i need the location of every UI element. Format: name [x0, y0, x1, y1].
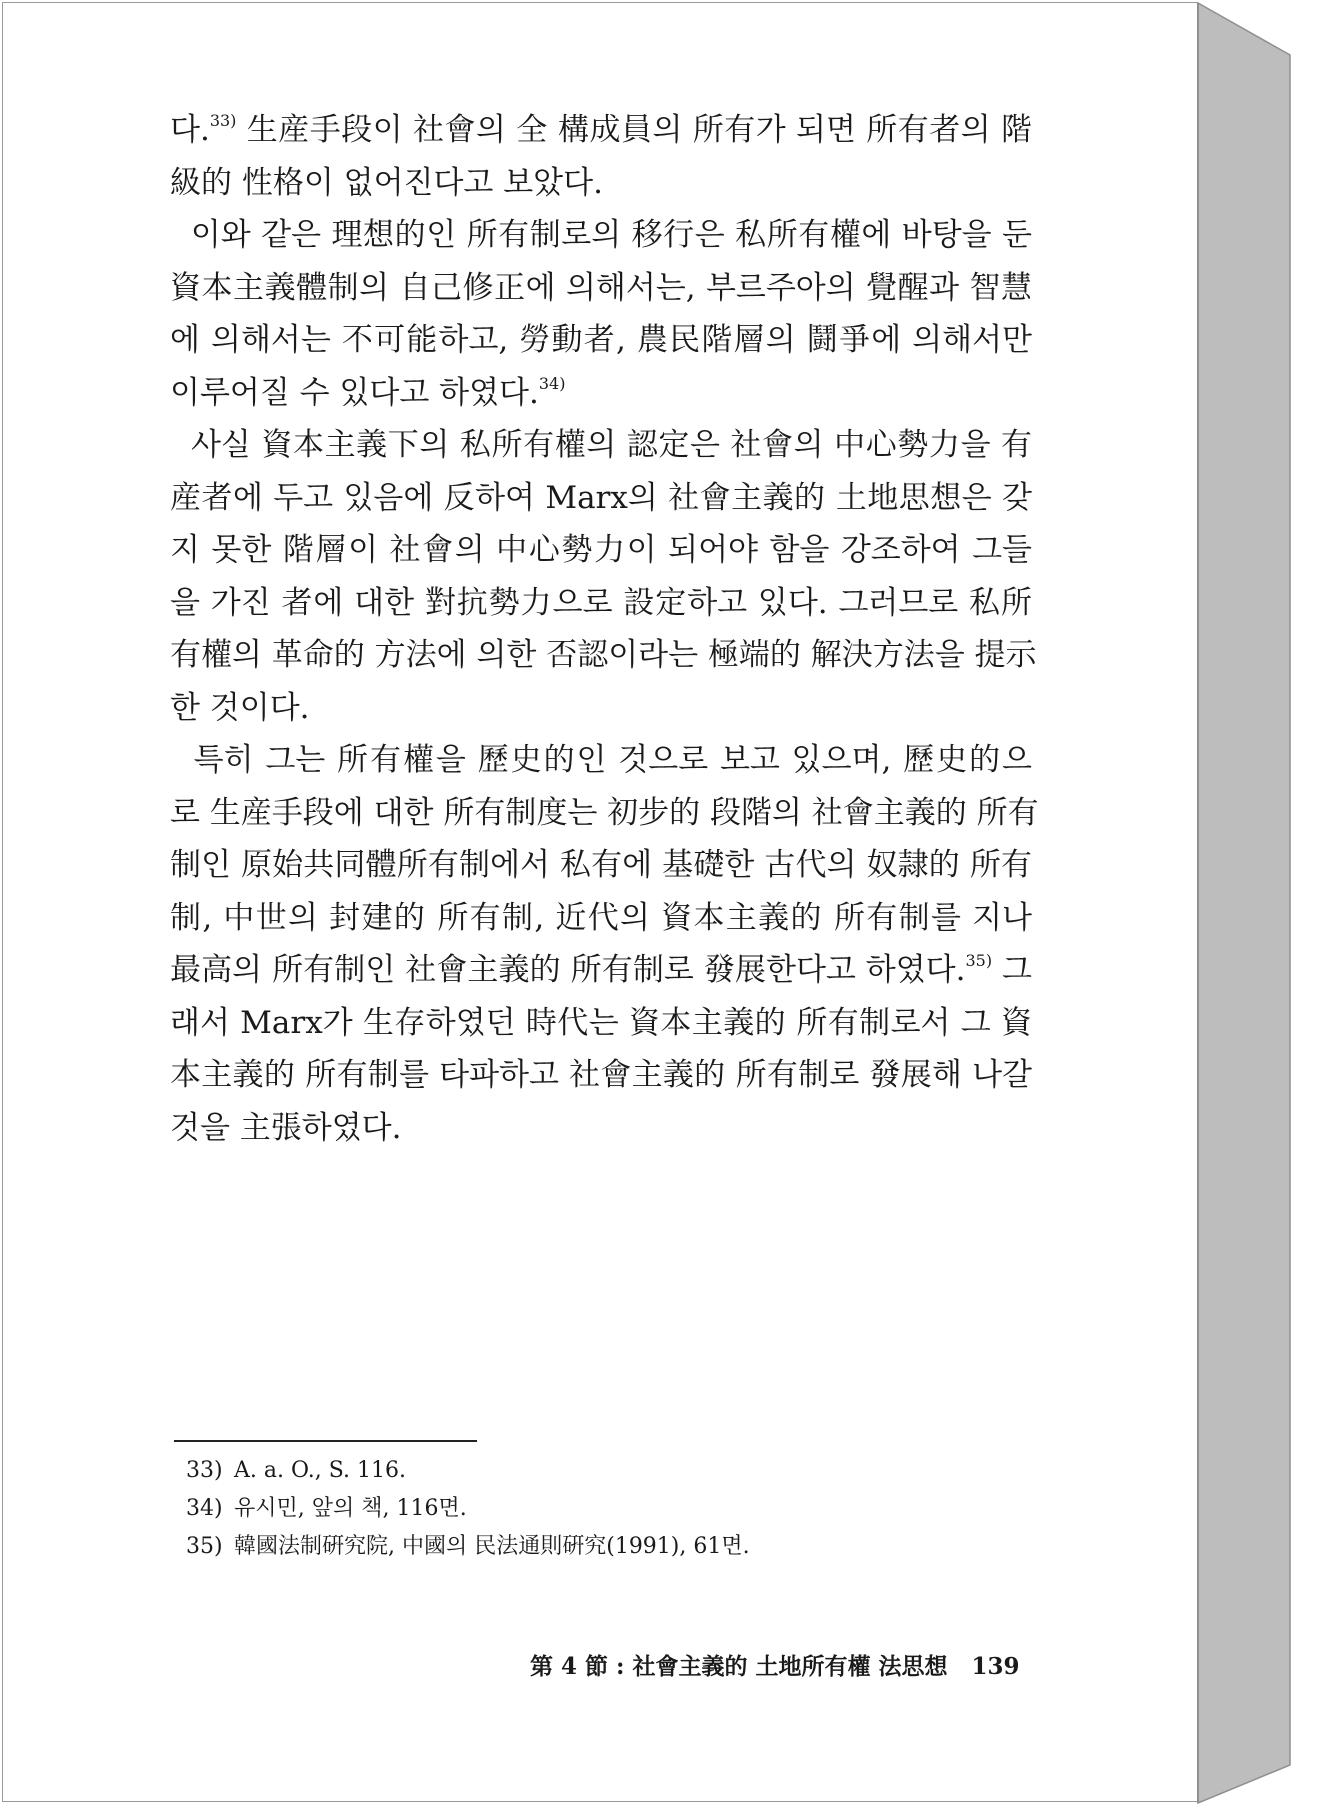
body-line-text: 특히 그는 所有權을 歷史的인 것으로 보고 있으며, 歷史的으	[170, 742, 1032, 778]
body-line-text-after: 그	[992, 952, 1032, 988]
footnote-text: A. a. O., S. 116.	[234, 1458, 406, 1483]
footnote-number: 33)	[186, 1458, 223, 1483]
footnote-reference[interactable]: 35)	[965, 951, 993, 970]
body-line	[170, 472, 1032, 525]
body-line-text: 래서 Marx가 生存하였던 時代는 資本主義的 所有制로서 그 資	[170, 1004, 1032, 1041]
footnote-item	[186, 1490, 750, 1528]
body-line	[170, 1049, 1032, 1102]
page-number: 139	[971, 1653, 1020, 1680]
body-line	[170, 1102, 1032, 1155]
body-line-text: 本主義的 所有制를 타파하고 社會主義的 所有制로 發展해 나갈	[170, 1057, 1032, 1093]
body-line	[170, 944, 1032, 997]
body-line-text: 級的 性格이 없어진다고 보았다.	[170, 164, 603, 201]
body-line-text: 最高의 所有制인 社會主義的 所有制로 發展한다고 하였다.	[170, 952, 966, 988]
body-line	[170, 892, 1032, 945]
body-line	[170, 734, 1032, 787]
footnote-item	[186, 1528, 750, 1566]
footnote-item	[186, 1452, 750, 1490]
body-line-text: 産者에 두고 있음에 反하여 Marx의 社會主義的 土地思想은 갖	[170, 479, 1032, 516]
footnotes	[186, 1452, 750, 1566]
body-line	[170, 629, 1037, 682]
body-line	[170, 524, 1032, 577]
body-line	[170, 839, 1032, 892]
body-line	[170, 682, 1032, 735]
body-line-text-after: 生産手段이 社會의 全 構成員의 所有가 되면 所有者의 階	[236, 112, 1032, 148]
body-line-text: 다.	[170, 112, 210, 148]
body-line-text: 지 못한 階層이 社會의 中心勢力이 되어야 함을 강조하여 그들	[170, 532, 1032, 568]
body-line	[170, 997, 1032, 1050]
body-line-text: 이와 같은 理想的인 所有制로의 移行은 私所有權에 바탕을 둔	[170, 217, 1032, 253]
footnote-reference[interactable]: 34)	[538, 373, 566, 393]
footnote-reference[interactable]: 33)	[209, 111, 237, 130]
body-line-text: 制, 中世의 封建的 所有制, 近代의 資本主義的 所有制를 지나	[170, 899, 1032, 936]
body-line	[170, 262, 1032, 315]
body-line	[170, 104, 1032, 157]
body-line-text: 을 가진 者에 대한 對抗勢力으로 設定하고 있다. 그러므로 私所	[170, 584, 1032, 621]
body-line-text: 有權의 革命的 方法에 의한 否認이라는 極端的 解決方法을 提示	[170, 637, 1037, 673]
body-line-text: 것을 主張하였다.	[170, 1109, 402, 1146]
footnote-number: 35)	[186, 1534, 223, 1559]
running-footer	[530, 1648, 1020, 1681]
body-line	[170, 209, 1032, 262]
body-line	[170, 419, 1032, 472]
body-line	[170, 367, 1032, 420]
footnote-text: 韓國法制硏究院, 中國의 民法通則硏究(1991), 61면.	[234, 1534, 750, 1559]
body-line-text: 한 것이다.	[170, 689, 310, 726]
body-line	[170, 787, 1039, 840]
body-line	[170, 314, 1032, 367]
footnote-number: 34)	[186, 1496, 223, 1521]
footnote-divider	[174, 1440, 477, 1442]
body-line-text: 사실 資本主義下의 私所有權의 認定은 社會의 中心勢力을 有	[170, 427, 1032, 463]
footer-section-title: 第 4 節 : 社會主義的 土地所有權 法思想	[530, 1653, 948, 1680]
body-line	[170, 157, 1032, 210]
body-line-text: 이루어질 수 있다고 하였다.	[170, 374, 539, 411]
footnote-text: 유시민, 앞의 책, 116면.	[234, 1496, 467, 1521]
body-text	[170, 104, 1039, 1154]
body-line-text: 資本主義體制의 自己修正에 의해서는, 부르주아의 覺醒과 智慧	[170, 269, 1032, 306]
body-line-text: 制인 原始共同體所有制에서 私有에 基礎한 古代의 奴隷的 所有	[170, 847, 1032, 883]
body-line-text: 로 生産手段에 대한 所有制度는 初步的 段階의 社會主義的 所有	[170, 794, 1039, 831]
body-line-text: 에 의해서는 不可能하고, 勞動者, 農民階層의 鬪爭에 의해서만	[170, 322, 1032, 358]
body-line	[170, 577, 1032, 630]
